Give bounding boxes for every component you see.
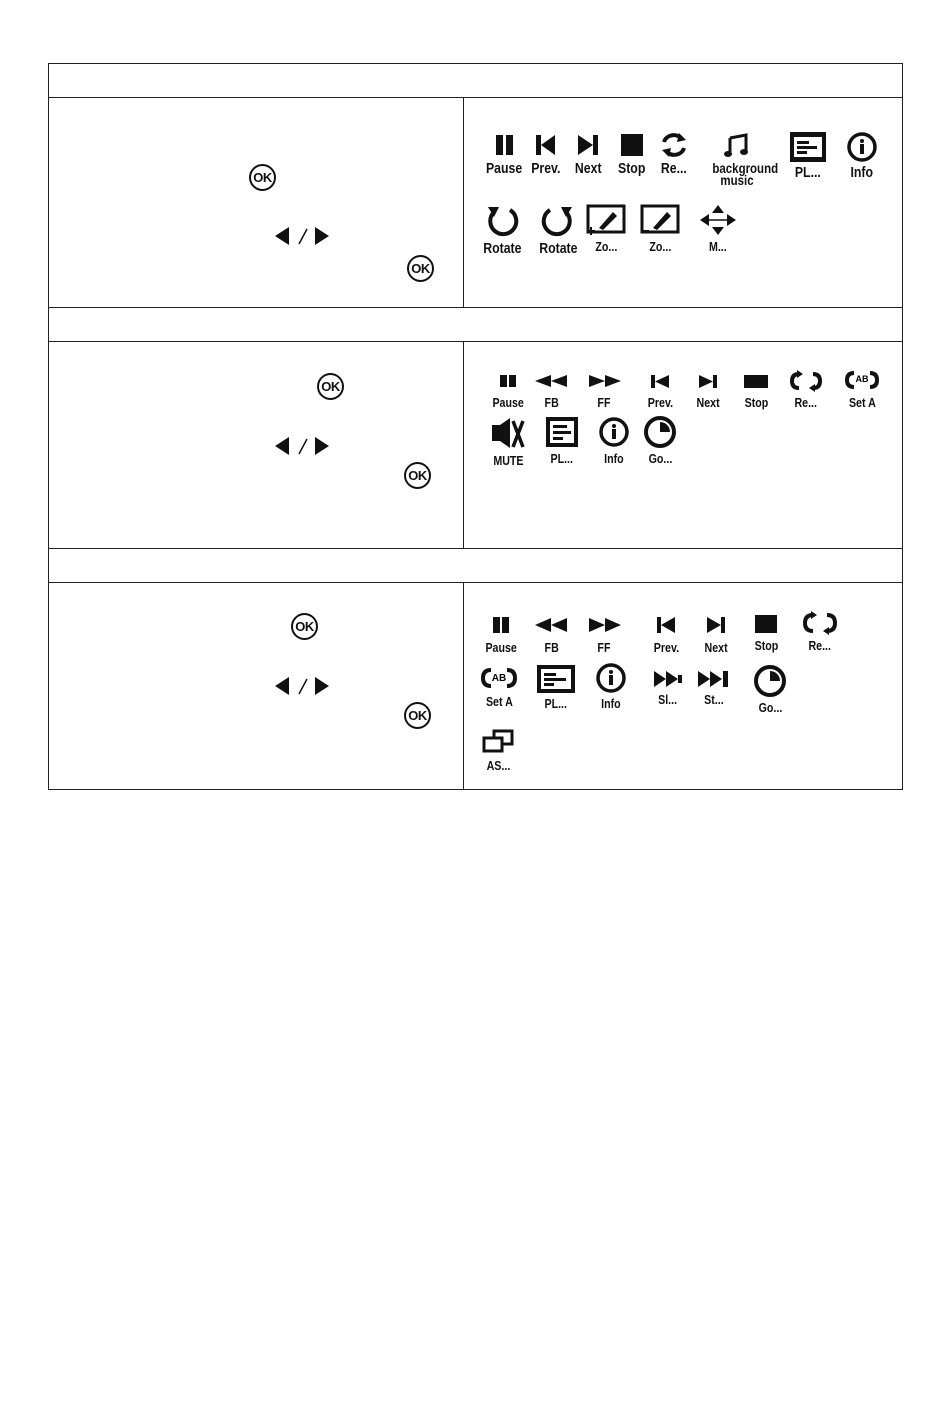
osd-item-prev: Prev. xyxy=(516,132,576,176)
music-note-icon xyxy=(722,132,752,158)
section-row-photo xyxy=(49,98,902,308)
osd-item-fb: FB xyxy=(522,615,582,655)
osd-item-mute: MUTE xyxy=(478,416,538,468)
osd-item-playlist: PL... xyxy=(532,416,592,466)
osd-item-set-a: AB Set A xyxy=(469,665,529,709)
control-table xyxy=(48,63,903,790)
osd-item-repeat: Re... xyxy=(776,370,836,410)
osd-item-rotate-left: Rotate xyxy=(472,204,532,256)
osd-item-step: St... xyxy=(684,669,744,707)
pause-icon xyxy=(495,372,521,392)
ok-button-icon: OK xyxy=(317,373,344,400)
playlist-icon xyxy=(544,416,580,448)
instructions-photo xyxy=(49,98,464,307)
osd-item-info: Info xyxy=(832,132,892,180)
set-a-icon xyxy=(844,368,880,392)
repeat-icon xyxy=(802,611,838,635)
icon-panel-photo xyxy=(464,98,902,307)
info-icon xyxy=(847,132,877,162)
osd-item-repeat: Re... xyxy=(790,611,850,653)
osd-item-playlist: PL... xyxy=(526,665,586,711)
previous-icon xyxy=(531,132,561,158)
osd-item-prev: Prev. xyxy=(636,615,696,655)
osd-item-set-a: AB Set A xyxy=(832,368,892,410)
section-header-music xyxy=(49,308,902,342)
fast-forward-icon xyxy=(585,615,623,637)
ok-button-icon: OK xyxy=(404,702,431,729)
aspect-ratio-icon xyxy=(480,729,516,755)
svg-text:AB: AB xyxy=(855,374,869,384)
osd-item-repeat: Re... xyxy=(644,132,704,176)
instructions-movie xyxy=(49,583,464,789)
left-right-arrows-icon xyxy=(275,676,329,696)
osd-item-pause: Pause xyxy=(474,132,534,176)
slow-forward-icon xyxy=(652,669,684,689)
previous-icon xyxy=(647,372,673,392)
playlist-icon xyxy=(536,665,576,693)
osd-item-zoom-in: Zo... xyxy=(576,204,636,254)
goto-clock-icon xyxy=(641,416,679,448)
stop-icon xyxy=(741,372,771,392)
step-forward-icon xyxy=(696,669,732,689)
osd-item-goto: Go... xyxy=(740,665,800,715)
osd-item-stop: Stop xyxy=(736,613,796,653)
osd-item-fb: FB xyxy=(522,372,582,410)
repeat-icon xyxy=(789,370,823,392)
zoom-out-icon xyxy=(639,204,681,236)
osd-item-move: M... xyxy=(688,204,748,254)
osd-item-next: Next xyxy=(686,615,746,655)
ok-button-icon: OK xyxy=(249,164,276,191)
repeat-icon xyxy=(659,132,689,158)
fast-forward-icon xyxy=(585,372,623,392)
pause-icon xyxy=(489,132,519,158)
section-row-movie xyxy=(49,583,902,789)
left-right-arrows-icon xyxy=(275,226,329,246)
osd-item-ff: FF xyxy=(574,372,634,410)
move-icon xyxy=(698,204,738,236)
set-a-icon xyxy=(480,665,518,691)
osd-item-playlist: PL... xyxy=(778,132,838,180)
osd-item-rotate-right: Rotate xyxy=(528,204,588,256)
fast-backward-icon xyxy=(533,372,571,392)
left-right-arrows-icon xyxy=(275,436,329,456)
osd-item-prev: Prev. xyxy=(630,372,690,410)
section-row-music xyxy=(49,342,902,549)
osd-item-ff: FF xyxy=(574,615,634,655)
svg-text:AB: AB xyxy=(491,673,507,684)
next-icon xyxy=(695,372,721,392)
osd-item-background-music: background music xyxy=(705,132,769,186)
osd-item-pause: Pause xyxy=(471,615,531,655)
icon-panel-movie xyxy=(464,583,902,789)
goto-clock-icon xyxy=(751,665,789,697)
ok-button-icon: OK xyxy=(407,255,434,282)
info-icon xyxy=(598,416,630,448)
instructions-music xyxy=(49,342,464,548)
osd-item-pause: Pause xyxy=(478,372,538,410)
rotate-left-icon xyxy=(484,204,520,238)
next-icon xyxy=(703,615,729,637)
playlist-icon xyxy=(789,132,827,162)
stop-icon xyxy=(617,132,647,158)
osd-item-stop: Stop xyxy=(726,372,786,410)
mute-icon xyxy=(488,416,528,450)
ok-button-icon: OK xyxy=(291,613,318,640)
ok-button-icon: OK xyxy=(404,462,431,489)
fast-backward-icon xyxy=(533,615,571,637)
osd-item-info: Info xyxy=(584,416,644,466)
section-header-photo xyxy=(49,64,902,98)
stop-icon xyxy=(752,613,780,635)
zoom-in-icon xyxy=(585,204,627,236)
osd-item-slow: Sl... xyxy=(638,669,698,707)
icon-panel-music xyxy=(464,342,902,548)
info-icon xyxy=(595,663,627,693)
osd-item-info: Info xyxy=(581,663,641,711)
osd-item-goto: Go... xyxy=(630,416,690,466)
osd-item-stop: Stop xyxy=(602,132,662,176)
next-icon xyxy=(573,132,603,158)
pause-icon xyxy=(488,615,514,637)
section-header-movie xyxy=(49,549,902,583)
previous-icon xyxy=(653,615,679,637)
osd-item-aspect: AS... xyxy=(468,729,528,773)
osd-item-next: Next xyxy=(558,132,618,176)
osd-item-next: Next xyxy=(678,372,738,410)
osd-item-zoom-out: Zo... xyxy=(630,204,690,254)
rotate-right-icon xyxy=(540,204,576,238)
